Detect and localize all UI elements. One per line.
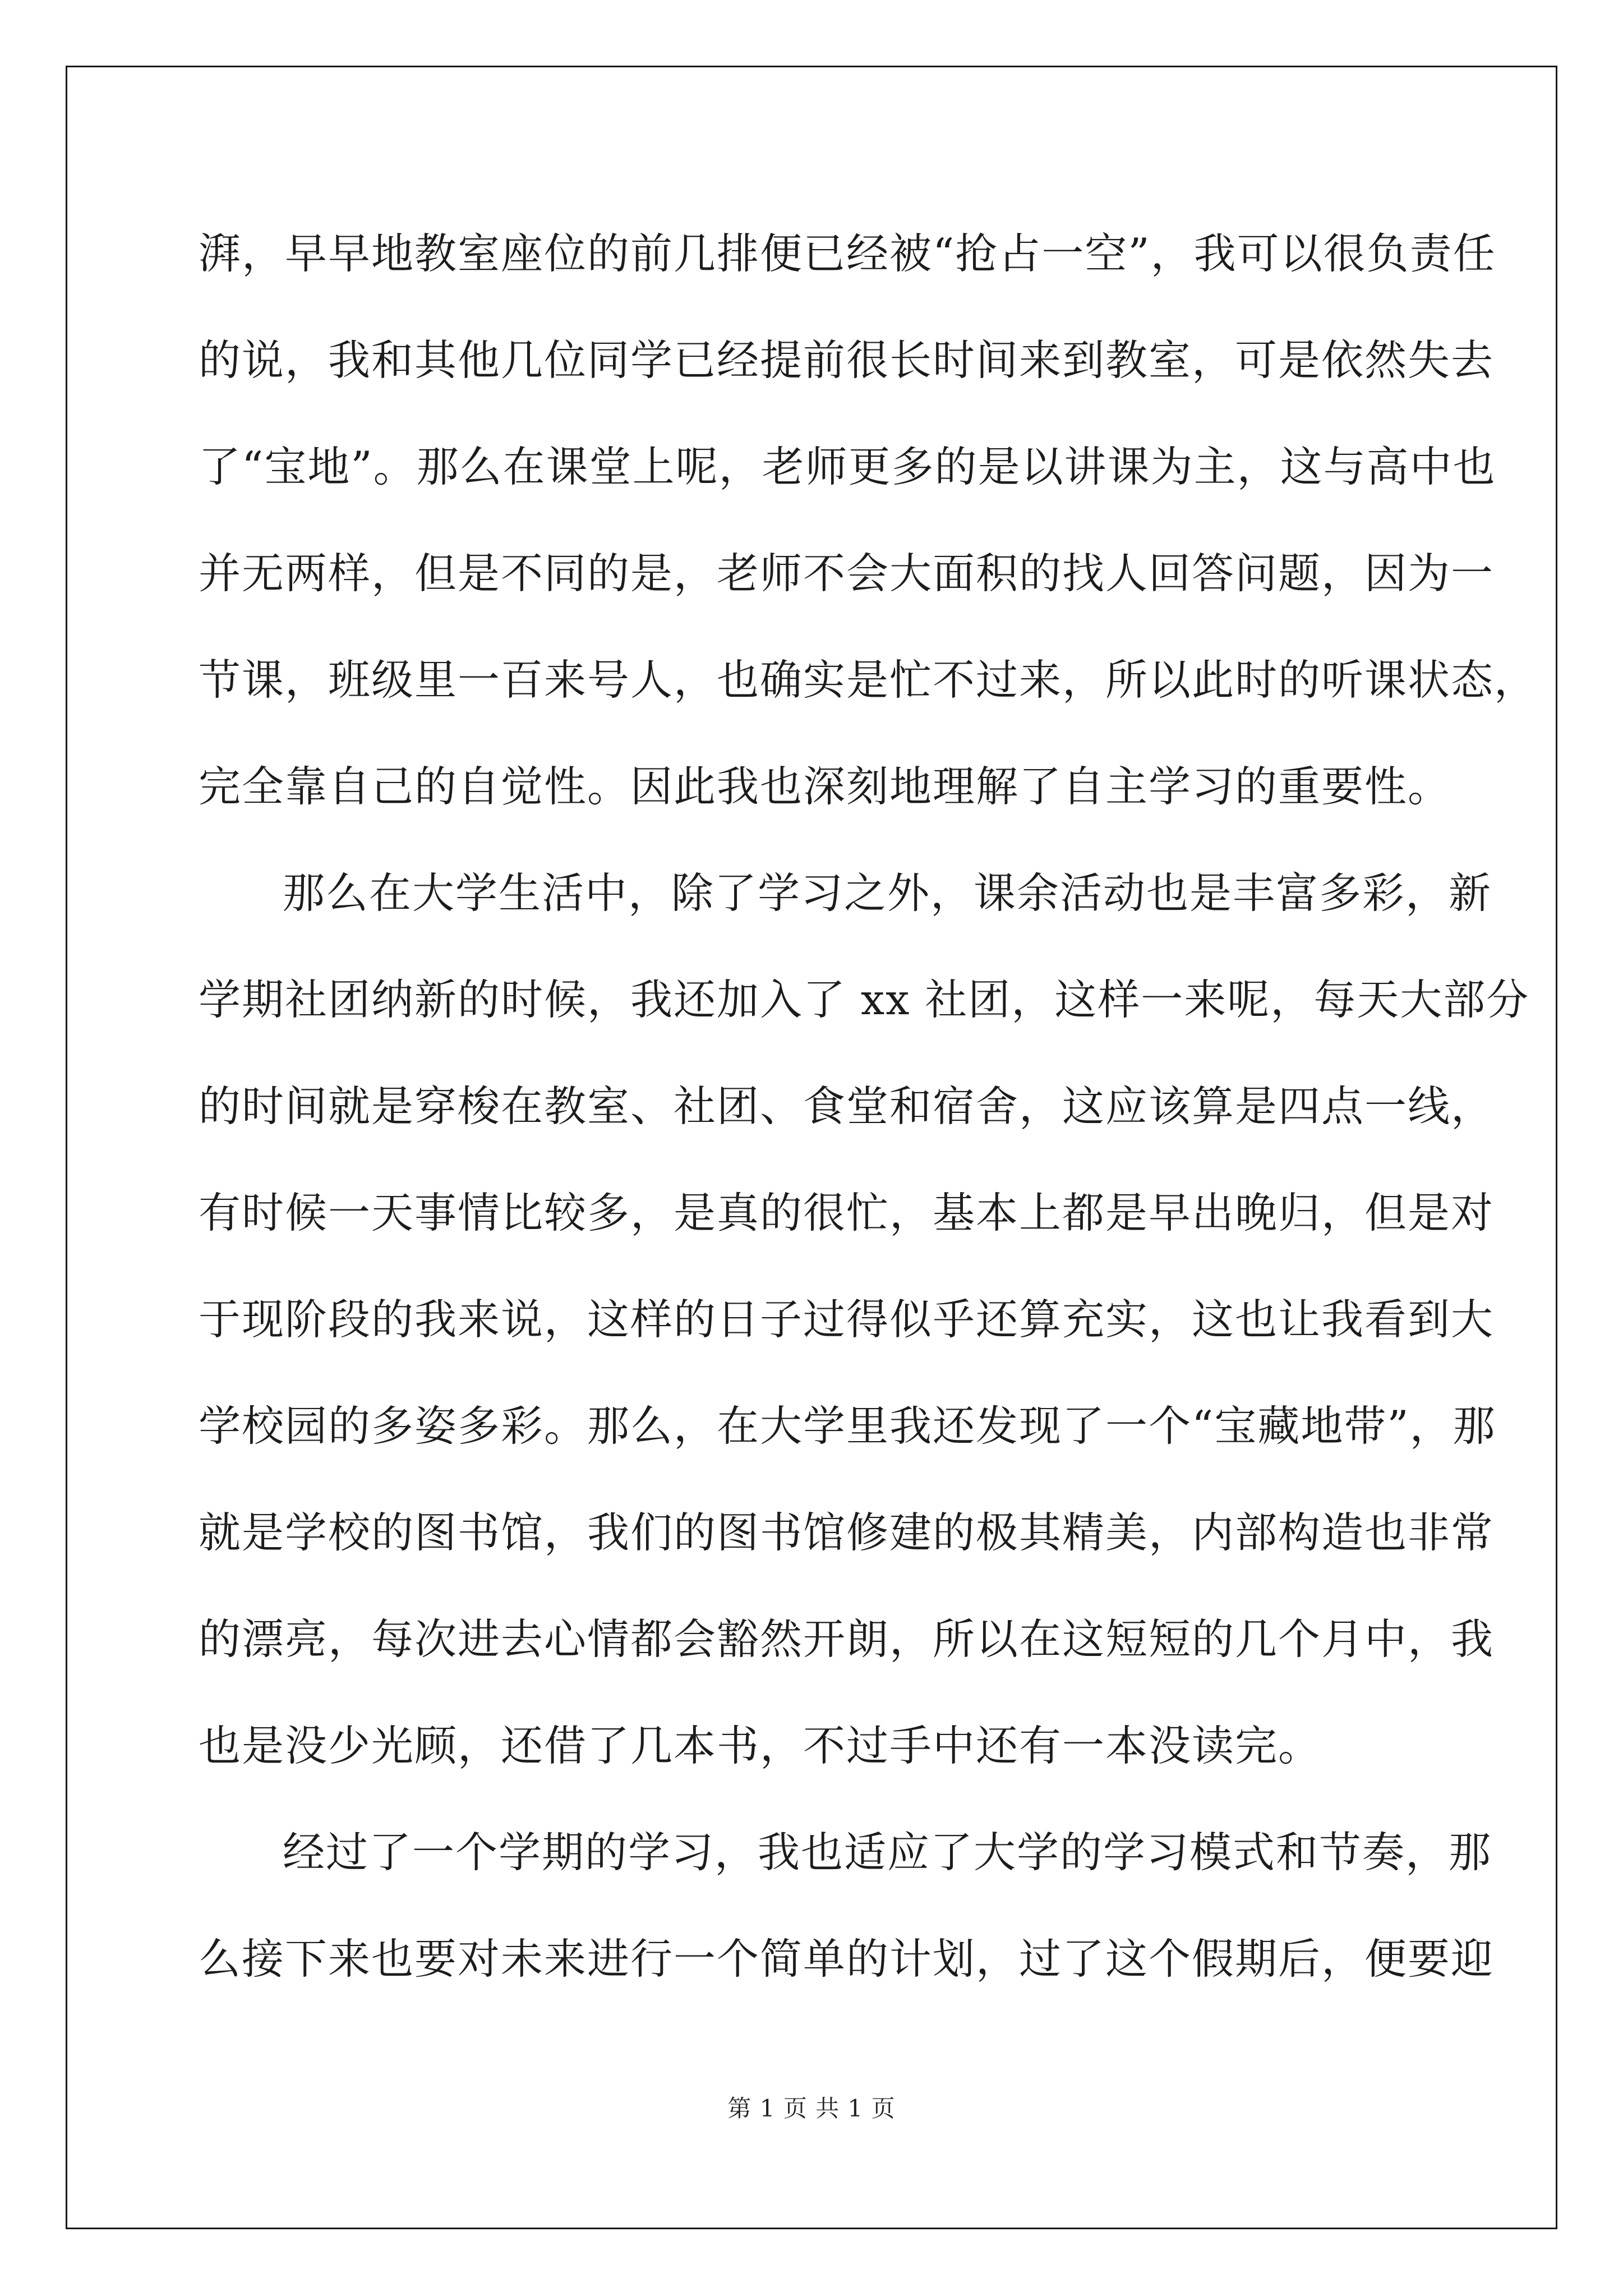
text-line: 的说，我和其他几位同学已经提前很长时间来到教室，可是依然失去 (199, 335, 1495, 385)
text-line: 的时间就是穿梭在教室、社团、食堂和宿舍，这应该算是四点一线， (199, 1082, 1495, 1131)
text-line: 并无两样，但是不同的是，老师不会大面积的找人回答问题，因为一 (199, 549, 1495, 598)
text-line: 也是没少光顾，还借了几本书，不过手中还有一本没读完。 (199, 1721, 1322, 1770)
text-line: 学校园的多姿多彩。那么，在大学里我还发现了一个“宝藏地带”，那 (199, 1401, 1496, 1451)
text-line: 学期社团纳新的时候，我还加入了 xx 社团，这样一来呢，每天大部分 (199, 975, 1530, 1024)
text-line: 完全靠自己的自觉性。因此我也深刻地理解了自主学习的重要性。 (199, 762, 1451, 811)
text-line: 有时候一天事情比较多，是真的很忙，基本上都是早出晚归，但是对 (199, 1188, 1495, 1237)
text-line: 了“宝地”。那么在课堂上呢，老师更多的是以讲课为主，这与高中也 (199, 442, 1496, 491)
text-line: 的漂亮，每次进去心情都会豁然开朗，所以在这短短的几个月中，我 (199, 1614, 1495, 1664)
paragraph-first-line: 经过了一个学期的学习，我也适应了大学的学习模式和节奏，那 (283, 1828, 1492, 1877)
text-line: 就是学校的图书馆，我们的图书馆修建的极其精美，内部构造也非常 (199, 1508, 1495, 1557)
text-line: 于现阶段的我来说，这样的日子过得似乎还算充实，这也让我看到大 (199, 1295, 1495, 1344)
paragraph-first-line: 那么在大学生活中，除了学习之外，课余活动也是丰富多彩，新 (283, 868, 1492, 918)
text-line: 节课，班级里一百来号人，也确实是忙不过来，所以此时的听课状态， (199, 655, 1538, 705)
text-line: 么接下来也要对未来进行一个简单的计划，过了这个假期后，便要迎 (199, 1934, 1495, 1984)
text-line: 湃，早早地教室座位的前几排便已经被“抢占一空”，我可以很负责任 (199, 229, 1496, 278)
document-body (199, 200, 1538, 2012)
page-footer: 第 1 页 共 1 页 (727, 2095, 896, 2122)
